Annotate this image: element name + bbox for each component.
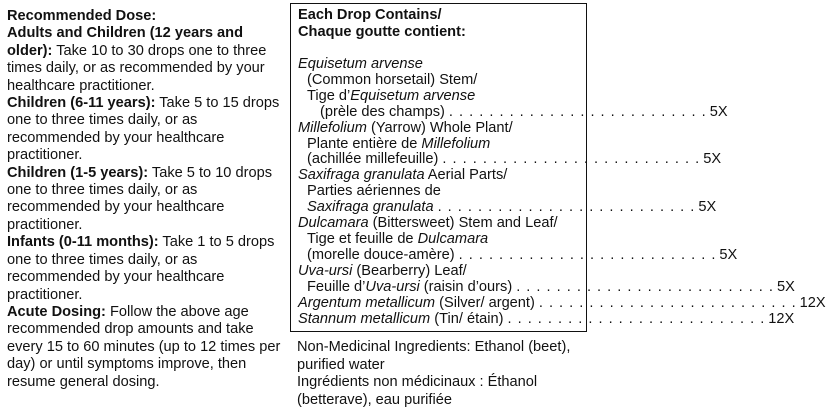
millefolium-fr: Plante entière de Millefolium bbox=[307, 135, 491, 152]
millefolium-qty-line: (achillée millefeuille) . . . . . . . . . . . . . . . . . . . . . . . . . . 5X bbox=[307, 151, 722, 168]
stannum-qty: 12X bbox=[768, 310, 795, 327]
equisetum-latin: Equisetum arvense bbox=[298, 56, 423, 72]
children-1-5-label: Children (1-5 years): bbox=[7, 164, 149, 181]
acute-text: Follow the above age recommended drop amounts and take every 15 to 60 minutes (up to 12 times per day) or until symptoms improve, then resume general dosing. bbox=[7, 303, 281, 390]
equisetum-en: (Common horsetail) Stem/ bbox=[307, 71, 478, 88]
ingredients-box bbox=[290, 3, 826, 332]
millefolium-fr-common: (achillée millefeuille) bbox=[307, 151, 439, 168]
infants-dosage bbox=[7, 234, 283, 304]
dulcamara-fr: Tige et feuille de Dulcamara bbox=[307, 230, 489, 247]
children-1-5-text: Take 5 to 10 drops one to three times daily, or as recommended by your healthcare practitioner. bbox=[7, 164, 272, 233]
infants-label: Infants (0-11 months): bbox=[7, 234, 159, 251]
equisetum-fr: Tige d’Equisetum arvense bbox=[307, 87, 476, 104]
saxifraga-fr: Parties aériennes de bbox=[307, 183, 441, 200]
adults-dosage bbox=[7, 25, 283, 95]
saxifraga-en: Saxifraga granulata Aerial Parts/ bbox=[298, 167, 508, 184]
dosage-heading: Recommended Dose: bbox=[7, 8, 157, 24]
adults-label: Adults and Children (12 years and older): bbox=[7, 25, 243, 59]
saxifraga-qty: 5X bbox=[698, 199, 717, 216]
non-medicinal-ingredients bbox=[297, 339, 589, 409]
uva-ursi-qty-line: Feuille d’Uva-ursi (raisin d’ours) . . . . . . . . . . . . . . . . . . . . . . . . . . 5X bbox=[307, 278, 795, 295]
stannum-name: Stannum metallicum (Tin/ étain) bbox=[298, 310, 504, 327]
dosage-section bbox=[7, 8, 283, 391]
argentum-name: Argentum metallicum (Silver/ argent) bbox=[298, 294, 535, 311]
uva-ursi-en: Uva-ursi (Bearberry) Leaf/ bbox=[298, 262, 467, 279]
box-heading bbox=[298, 7, 466, 41]
millefolium-qty: 5X bbox=[703, 151, 722, 168]
children-1-5-dosage bbox=[7, 165, 283, 235]
acute-label: Acute Dosing: bbox=[7, 303, 106, 320]
equisetum-qty: 5X bbox=[709, 103, 728, 120]
argentum-qty: 12X bbox=[799, 294, 826, 311]
non-medicinal-en: Non-Medicinal Ingredients: Ethanol (beet), purified water bbox=[297, 339, 571, 373]
box-heading-fr: Chaque goutte contient: bbox=[298, 24, 466, 40]
stannum-line: Stannum metallicum (Tin/ étain) . . . . . . . . . . . . . . . . . . . . . . . . . . 12X bbox=[298, 310, 795, 327]
equisetum-fr-common: (prèle des champs) bbox=[320, 103, 445, 120]
adults-text: Take 10 to 30 drops one to three times daily, or as recommended by your healthcare practitioner. bbox=[7, 42, 267, 94]
non-medicinal-fr: Ingrédients non médicinaux : Éthanol (betterave), eau purifiée bbox=[297, 374, 538, 408]
dulcamara-fr-common: (morelle douce-amère) bbox=[307, 246, 455, 263]
children-6-11-dosage bbox=[7, 95, 283, 165]
ingredient-list bbox=[298, 56, 826, 327]
children-6-11-label: Children (6-11 years): bbox=[7, 95, 156, 112]
dulcamara-en: Dulcamara (Bittersweet) Stem and Leaf/ bbox=[298, 215, 558, 232]
saxifraga-qty-line: Saxifraga granulata . . . . . . . . . . . . . . . . . . . . . . . . . . 5X bbox=[307, 199, 717, 216]
argentum-line: Argentum metallicum (Silver/ argent) . . . . . . . . . . . . . . . . . . . . . . . . . . 12X bbox=[298, 294, 826, 311]
dulcamara-qty-line: (morelle douce-amère) . . . . . . . . . . . . . . . . . . . . . . . . . . 5X bbox=[307, 246, 738, 263]
box-heading-en: Each Drop Contains/ bbox=[298, 7, 442, 23]
acute-dosing bbox=[7, 304, 283, 391]
saxifraga-fr-latin: Saxifraga granulata bbox=[307, 199, 434, 216]
children-6-11-text: Take 5 to 15 drops one to three times daily, or as recommended by your healthcare practitioner. bbox=[7, 95, 280, 164]
infants-text: Take 1 to 5 drops one to three times daily, or as recommended by your healthcare practitioner. bbox=[7, 234, 275, 303]
uva-ursi-qty: 5X bbox=[776, 278, 795, 295]
equisetum-qty-line: (prèle des champs) . . . . . . . . . . . . . . . . . . . . . . . . . . 5X bbox=[320, 103, 728, 120]
uva-ursi-fr: Feuille d’Uva-ursi (raisin d’ours) bbox=[307, 278, 513, 295]
millefolium-en: Millefolium (Yarrow) Whole Plant/ bbox=[298, 119, 513, 136]
dulcamara-qty: 5X bbox=[719, 246, 738, 263]
